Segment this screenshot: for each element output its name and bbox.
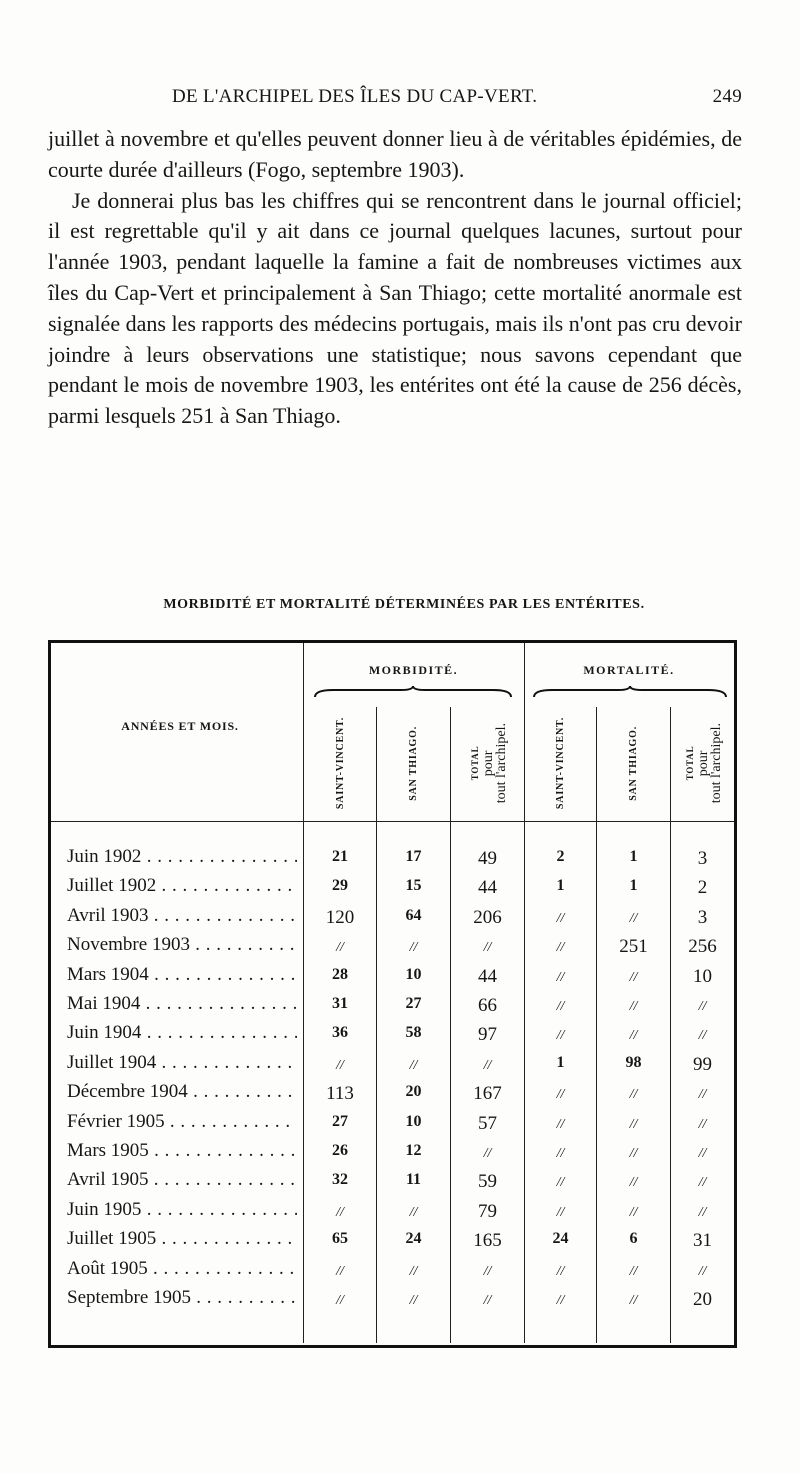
table-row xyxy=(51,905,734,933)
table-cell: // xyxy=(336,940,344,956)
table-cell: // xyxy=(483,940,492,956)
row-label: Novembre 1903 . . . xyxy=(67,934,297,962)
table-cell: 1 xyxy=(556,1053,565,1071)
table-cell: 20 xyxy=(693,1289,712,1310)
table-cell: // xyxy=(409,1204,418,1220)
table-row xyxy=(51,1258,734,1286)
table-cell: 10 xyxy=(405,1112,422,1130)
table-cell: 79 xyxy=(478,1200,497,1222)
table-cell: // xyxy=(556,1175,565,1191)
table-caption: MORBIDITÉ ET MORTALITÉ DÉTERMINÉES PAR LES ENTÉRITES. xyxy=(163,597,645,612)
table-cell: 10 xyxy=(405,965,422,983)
table-cell: 24 xyxy=(405,1230,422,1248)
table-cell: // xyxy=(556,1146,565,1161)
table-cell: // xyxy=(629,1175,638,1191)
table-cell: // xyxy=(409,940,418,956)
table-cell: // xyxy=(629,1293,638,1308)
table-cell: // xyxy=(336,1293,344,1308)
page-number: 249 xyxy=(712,86,742,107)
table-cell: // xyxy=(698,1263,707,1279)
table-cell: 20 xyxy=(405,1083,422,1101)
brace-mortalite xyxy=(532,685,728,701)
table-row xyxy=(51,1022,734,1050)
table-cell: // xyxy=(556,999,565,1014)
col-header-mort-total xyxy=(671,707,734,819)
table-cell: // xyxy=(483,1057,492,1073)
table-cell: 12 xyxy=(405,1142,422,1159)
table-cell: // xyxy=(698,1116,707,1132)
total-archipel: tout l'archipel. xyxy=(493,722,509,804)
table-cell: // xyxy=(629,999,638,1014)
table-cell: // xyxy=(698,1175,707,1191)
table-cell: // xyxy=(629,1028,638,1044)
table-cell: 165 xyxy=(473,1230,502,1252)
table-cell: 256 xyxy=(688,936,717,958)
running-header xyxy=(172,86,742,116)
row-label: Avril 1905 . . . xyxy=(67,1169,297,1197)
body-text xyxy=(48,124,742,432)
total-pour: pour xyxy=(695,750,711,776)
brace-morbidite xyxy=(313,685,513,701)
col-header-morb-total xyxy=(451,707,524,819)
total-word: TOTAL xyxy=(469,745,480,781)
table-cell: // xyxy=(629,910,638,926)
group-label-morbidite: MORBIDITÉ. xyxy=(368,663,459,677)
total-pour: pour xyxy=(480,750,496,776)
table-cell: 1 xyxy=(556,877,565,895)
table-cell: // xyxy=(556,1028,565,1044)
col-header-mort-saint-vincent xyxy=(525,707,596,819)
table-cell: 27 xyxy=(332,1112,348,1130)
table-cell: 98 xyxy=(625,1053,642,1071)
row-label: Juin 1905 . . . xyxy=(67,1199,297,1227)
table-cell: // xyxy=(629,1204,638,1220)
table-cell: 28 xyxy=(332,965,348,983)
table-cell: // xyxy=(556,1293,565,1308)
table-cell: 31 xyxy=(693,1230,712,1252)
table-cell: // xyxy=(556,1263,565,1279)
table-cell: 57 xyxy=(478,1112,497,1134)
table-cell: 6 xyxy=(629,1230,638,1248)
table-cell: // xyxy=(556,1204,565,1220)
table-cell: 97 xyxy=(478,1024,497,1046)
table-cell: // xyxy=(409,1293,418,1308)
table-row xyxy=(51,1052,734,1080)
table-cell: // xyxy=(336,1057,344,1073)
row-label: Mars 1904 . . . xyxy=(67,964,297,992)
table-row xyxy=(51,1228,734,1256)
table-row xyxy=(51,1287,734,1315)
table-row xyxy=(51,846,734,874)
row-label: Février 1905 . . . xyxy=(67,1111,297,1139)
group-label-mortalite: MORTALITÉ. xyxy=(583,663,675,677)
row-label: Juin 1904 . . . xyxy=(67,1022,297,1050)
table-cell: // xyxy=(336,1204,344,1220)
table-cell: // xyxy=(556,940,565,956)
table-cell: 21 xyxy=(332,848,348,865)
table-cell: 1 xyxy=(629,848,638,865)
row-label: Avril 1903 . . . xyxy=(67,905,297,933)
table-cell: 58 xyxy=(405,1024,422,1042)
table-cell: 65 xyxy=(332,1230,348,1248)
table-cell: // xyxy=(556,1087,565,1103)
header-rule xyxy=(51,821,734,822)
col-header-text: SAINT-VINCENT. xyxy=(555,716,566,810)
table-cell: 167 xyxy=(473,1083,502,1105)
table-cell: 113 xyxy=(326,1083,354,1105)
table-cell: // xyxy=(698,1204,707,1220)
table-cell: // xyxy=(483,1146,492,1161)
table-cell: // xyxy=(556,1116,565,1132)
row-label: Mai 1904 . . . xyxy=(67,993,297,1021)
table-cell: // xyxy=(483,1293,492,1308)
table-row xyxy=(51,1111,734,1139)
table-cell: 24 xyxy=(552,1230,569,1248)
table-cell: 64 xyxy=(405,906,422,924)
row-label: Mars 1905 . . . xyxy=(67,1140,297,1168)
running-title: DE L'ARCHIPEL DES ÎLES DU CAP-VERT. xyxy=(172,86,538,107)
table-cell: // xyxy=(556,910,565,926)
row-label: Juillet 1902 . . . xyxy=(67,875,297,903)
table-cell: 26 xyxy=(332,1142,348,1159)
table-row xyxy=(51,1140,734,1168)
col-header-morb-saint-vincent xyxy=(304,707,376,819)
table-cell: // xyxy=(629,1146,638,1161)
table-cell: 3 xyxy=(697,848,708,869)
table-cell: // xyxy=(629,1263,638,1279)
table-cell: 2 xyxy=(556,848,565,865)
col-header-text: SAN THIAGO. xyxy=(628,725,639,801)
table-cell: // xyxy=(698,1146,707,1161)
table-cell: 11 xyxy=(405,1171,422,1189)
table-cell: // xyxy=(556,969,565,985)
table-cell: // xyxy=(698,1028,707,1044)
row-label: Août 1905 . . . xyxy=(67,1258,297,1286)
table-cell: // xyxy=(698,999,707,1014)
table-cell: // xyxy=(409,1263,418,1279)
table-cell: 27 xyxy=(405,995,422,1012)
col-header-text xyxy=(468,723,508,803)
col-header-text: SAINT-VINCENT. xyxy=(334,716,346,810)
table-cell: // xyxy=(629,1116,638,1132)
table-cell: 36 xyxy=(332,1024,348,1042)
table-row xyxy=(51,1081,734,1109)
table-cell: // xyxy=(336,1263,344,1279)
table-row xyxy=(51,993,734,1021)
table-cell: 44 xyxy=(478,877,497,899)
table-row xyxy=(51,934,734,962)
table-cell: // xyxy=(629,1087,638,1103)
table-cell: 99 xyxy=(693,1053,712,1075)
table-cell: // xyxy=(483,1263,492,1279)
row-label: Juin 1902 . . . xyxy=(67,846,297,874)
table-cell: 44 xyxy=(478,965,497,987)
table-cell: 120 xyxy=(325,906,355,928)
col-header-text xyxy=(683,723,723,803)
table-cell: 29 xyxy=(332,877,348,895)
row-label: Juillet 1905 . . . xyxy=(67,1228,297,1256)
total-word: TOTAL xyxy=(684,745,695,781)
table-row xyxy=(51,1199,734,1227)
row-label: Juillet 1904 . . . xyxy=(67,1052,297,1080)
table-cell: 251 xyxy=(619,936,648,958)
table-cell: // xyxy=(629,969,638,985)
table-cell: 2 xyxy=(697,877,708,899)
col-header-morb-san-thiago xyxy=(377,707,450,819)
table-cell: 10 xyxy=(693,965,712,987)
table-cell: 59 xyxy=(478,1171,497,1193)
table-cell: 1 xyxy=(629,877,638,895)
table-row xyxy=(51,964,734,992)
total-archipel: tout l'archipel. xyxy=(708,722,724,804)
paragraph-1: juillet à novembre et qu'elles peuvent donner lieu à de véritables épidémies, de courte durée d'ailleurs (Fogo, septembre 1903). xyxy=(48,126,742,182)
row-label: Décembre 1904 . . . xyxy=(67,1081,297,1109)
paragraph-2: Je donnerai plus bas les chiffres qui se rencontrent dans le journal officiel; il est regrettable qu'il y ait dans ce journal quelques lacunes, surtout pour l'année 1903, pendant laquelle la famine a fait de nombreuses victimes aux îles du Cap-Vert et principalement à San Thiago; cette mortalité anormale est signalée dans les rapports des médecins portugais, mais ils n'ont pas cru devoir joindre à leurs observations une statistique; nous savons cependant que pendant le mois de novembre 1903, les entérites ont été la cause de 256 décès, parmi lesquels 251 à San Thiago. xyxy=(48,187,742,429)
table-cell: 15 xyxy=(405,877,422,895)
row-label: Septembre 1905 . . . xyxy=(67,1287,297,1315)
table-cell: 49 xyxy=(478,848,497,869)
table-row xyxy=(51,1169,734,1197)
col-header-mort-san-thiago xyxy=(597,707,670,819)
table-cell: // xyxy=(698,1087,707,1103)
table-cell: 31 xyxy=(332,995,348,1012)
data-table xyxy=(48,640,737,1348)
table-cell: 66 xyxy=(478,995,497,1016)
col-header-text: SAN THIAGO. xyxy=(408,725,419,801)
stub-header: ANNÉES ET MOIS. xyxy=(121,719,239,733)
table-row xyxy=(51,875,734,903)
table-cell: 17 xyxy=(405,848,422,865)
table-cell: 206 xyxy=(473,906,502,928)
table-cell: 3 xyxy=(697,906,708,928)
table-cell: // xyxy=(409,1057,418,1073)
table-cell: 32 xyxy=(332,1171,348,1189)
